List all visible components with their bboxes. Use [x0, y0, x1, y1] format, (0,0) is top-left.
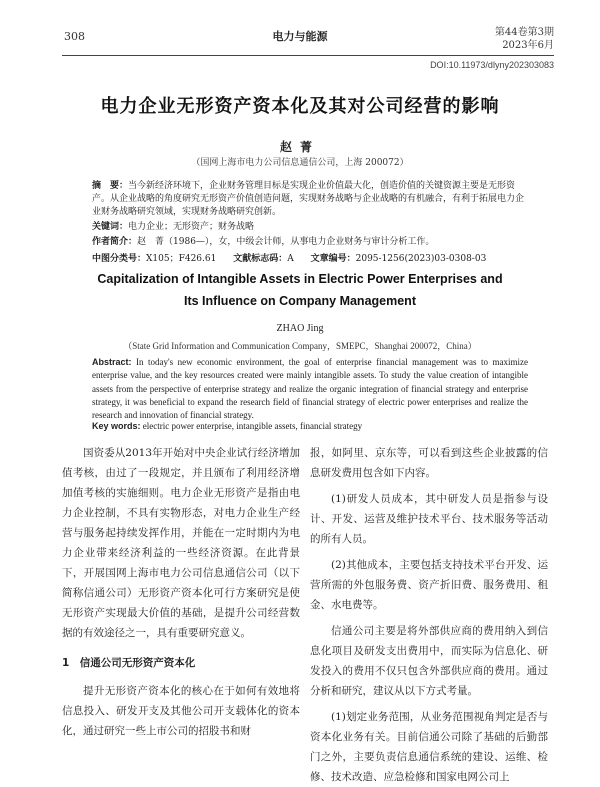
body-paragraph: 国资委从2013年开始对中央企业试行经济增加值考核，由过了一段规定，并且颁布了利用经济增加值考核的实施细则。电力企业无形资产是指由电力企业控制，不具有实物形态，对电力企业生产经营与服务起持续发挥作用，并能在一定时期内为电力企业带来经济利益的一些经济资源。在此背景下，开展国网上海市电力公司信息通信公司（以下简称信通公司）无形资产资本化可行方案研究是使无形资产实现最大价值的基础，是提升公司经营数据的有效途径之一，具有重要研究意义。	[62, 447, 300, 639]
body-paragraph: (1)划定业务范围，从业务范围视角判定是否与资本化业务有关。目前信通公司除了基础的后勤部门之外，主要负责信息通信系统的建设、运维、检修、技术改造、应急检修和国家电网公司上	[310, 711, 548, 783]
keywords-cn-label: 关键词：	[92, 222, 129, 232]
affiliation-cn: （国网上海市电力公司信息通信公司，上海 200072）	[191, 158, 409, 168]
author-info-label: 作者简介：	[92, 237, 138, 247]
author-en: ZHAO Jing	[276, 323, 324, 334]
page-number: 308	[64, 30, 85, 43]
keywords-cn	[92, 221, 528, 234]
keywords-en-label: Key words:	[92, 421, 141, 431]
article-number: 文章编号：2095-1256(2023)03-0308-03	[310, 254, 487, 264]
affiliation-en: （State Grid Information and Communication Company，SMEPC，Shanghai 200072，China）	[123, 341, 477, 351]
abstract-en-label: Abstract:	[92, 357, 132, 367]
keywords-en-text: electric power enterprise, intangible assets, financial strategy	[142, 421, 363, 431]
article-identifiers	[92, 251, 500, 264]
issue-info	[495, 26, 554, 52]
journal-name: 电力与能源	[272, 30, 328, 43]
document-code: 文献标志码：A	[233, 254, 294, 264]
author-cn: 赵菁	[279, 140, 320, 154]
body-left-column	[62, 443, 300, 741]
keywords-cn-text: 电力企业；无形资产；财务战略	[128, 222, 255, 232]
title-en	[0, 268, 600, 312]
body-paragraph: 提升无形资产资本化的核心在于如何有效地将信息投入、研发开支及其他公司开支载体化的资本化，通过研究一些上市公司的招股书和财	[62, 685, 300, 737]
abstract-cn	[92, 180, 528, 219]
title-cn: 电力企业无形资产资本化及其对公司经营的影响	[100, 96, 500, 117]
abstract-cn-text: 当今新经济环境下，企业财务管理目标是实现企业价值最大化，创造价值的关键资源主要是无形资产。从企业战略的角度研究无形资产价值创造问题，实现财务战略与企业战略的有机融合，有利于拓展电力企业财务战略研究领域，实现财务战略研究创新。	[92, 181, 525, 217]
clc-number: 中图分类号：X105；F426.61	[92, 254, 217, 264]
keywords-en	[92, 420, 528, 433]
section-heading: 1 信通公司无形资产资本化	[62, 657, 196, 669]
author-info	[92, 236, 528, 249]
body-right-column	[310, 443, 548, 787]
body-paragraph: 报，如阿里、京东等，可以看到这些企业披露的信息研发费用包含如下内容。	[310, 447, 548, 479]
doi[interactable]: DOI:10.11973/dlyny202303083	[430, 60, 554, 70]
issue-date: 2023年6月	[502, 40, 554, 51]
body-paragraph: (2)其他成本，主要包括支持技术平台开发、运营所需的外包服务费、资产折旧费、服务费用、租金、水电费等。	[310, 559, 548, 611]
body-paragraph: (1)研发人员成本，其中研发人员是指参与设计、开发、运营及维护技术平台、技术服务等活动的所有人员。	[310, 493, 548, 545]
volume-issue: 第44卷第3期	[494, 27, 554, 38]
title-en-line1: Capitalization of Intangible Assets in Electric Power Enterprises and	[97, 272, 503, 286]
abstract-en	[92, 356, 528, 422]
header-divider	[62, 55, 554, 56]
author-info-text: 赵 菁（1986—），女，中级会计师，从事电力企业财务与审计分析工作。	[137, 237, 435, 247]
abstract-cn-label: 摘 要：	[92, 181, 129, 191]
title-en-line2: Its Influence on Company Management	[184, 294, 416, 308]
body-paragraph: 信通公司主要是将外部供应商的费用纳入到信息化项目及研发支出费用中，而实际为信息化、研发投入的费用不仅只包含外部供应商的费用。通过分析和研究，建议从以下方式考量。	[310, 625, 548, 697]
abstract-en-text: In today's new economic environment, the goal of enterprise financial management was to maximize enterprise value, and the key resources created were mainly intangible assets. To study the value creation of intangible assets from the perspective of enterprise strategy and realize the organic integration of financial strategy and enterprise strategy, it was beneficial to expand the research field of financial strategy of electric power enterprises and realize the research and innovation of financial strategy.	[92, 357, 529, 421]
